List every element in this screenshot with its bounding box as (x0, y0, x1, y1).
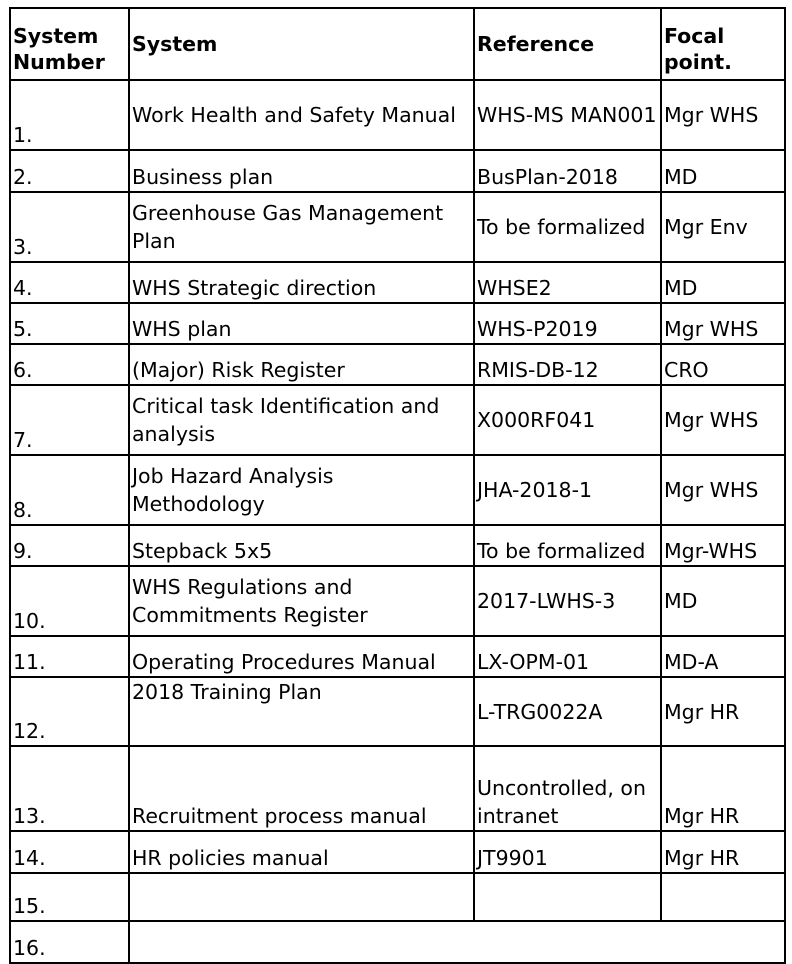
cell-number: 2. (10, 150, 129, 192)
header-reference: Reference (474, 8, 661, 80)
cell-focal: MD (661, 150, 785, 192)
cell-system: Job Hazard Analysis Methodology (129, 455, 474, 525)
cell-reference: WHS-MS MAN001 (474, 80, 661, 150)
cell-number: 13. (10, 746, 129, 831)
table-row (10, 262, 785, 303)
cell-reference: Uncontrolled, on intranet (474, 746, 661, 831)
table-row (10, 566, 785, 636)
cell-focal: Mgr WHS (661, 385, 785, 455)
cell-number: 10. (10, 566, 129, 636)
cell-number: 3. (10, 192, 129, 262)
cell-focal: Mgr HR (661, 831, 785, 873)
cell-focal: Mgr WHS (661, 80, 785, 150)
cell-focal (661, 873, 785, 921)
cell-number: 1. (10, 80, 129, 150)
table-row (10, 636, 785, 677)
cell-system: Business plan (129, 150, 474, 192)
table-row (10, 525, 785, 566)
cell-focal: MD-A (661, 636, 785, 677)
cell-focal: CRO (661, 344, 785, 385)
cell-system: HR policies manual (129, 831, 474, 873)
cell-system: Recruitment process manual (129, 746, 474, 831)
cell-reference: L-TRG0022A (474, 677, 661, 746)
cell-focal: Mgr Env (661, 192, 785, 262)
table-row (10, 303, 785, 344)
cell-number: 7. (10, 385, 129, 455)
cell-reference (474, 873, 661, 921)
cell-system: Critical task Identification and analysis (129, 385, 474, 455)
cell-number: 6. (10, 344, 129, 385)
cell-system: WHS Strategic direction (129, 262, 474, 303)
cell-number: 4. (10, 262, 129, 303)
table-row (10, 455, 785, 525)
cell-system: Stepback 5x5 (129, 525, 474, 566)
cell-focal: MD (661, 566, 785, 636)
cell-number: 14. (10, 831, 129, 873)
header-focal-point: Focal point. (661, 8, 785, 80)
cell-number: 11. (10, 636, 129, 677)
cell-reference: WHSE2 (474, 262, 661, 303)
header-row (10, 8, 785, 80)
cell-reference: LX-OPM-01 (474, 636, 661, 677)
cell-reference: 2017-LWHS-3 (474, 566, 661, 636)
cell-system: WHS Regulations and Commitments Register (129, 566, 474, 636)
cell-system: Work Health and Safety Manual (129, 80, 474, 150)
cell-system: Operating Procedures Manual (129, 636, 474, 677)
cell-reference: JT9901 (474, 831, 661, 873)
cell-focal: Mgr-WHS (661, 525, 785, 566)
table-row (10, 746, 785, 831)
cell-number: 15. (10, 873, 129, 921)
table-row (10, 831, 785, 873)
header-system-number: System Number (10, 8, 129, 80)
table-row (10, 150, 785, 192)
cell-system: 2018 Training Plan (129, 677, 474, 746)
table-row (10, 677, 785, 746)
cell-system: (Major) Risk Register (129, 344, 474, 385)
cell-focal: Mgr WHS (661, 455, 785, 525)
systems-table (9, 7, 786, 964)
table-row (10, 192, 785, 262)
cell-reference: RMIS-DB-12 (474, 344, 661, 385)
table-row (10, 344, 785, 385)
table-row (10, 385, 785, 455)
cell-reference: X000RF041 (474, 385, 661, 455)
cell-number: 12. (10, 677, 129, 746)
cell-merged (129, 921, 785, 963)
cell-number: 9. (10, 525, 129, 566)
cell-reference: JHA-2018-1 (474, 455, 661, 525)
cell-system (129, 873, 474, 921)
cell-focal: Mgr WHS (661, 303, 785, 344)
cell-number: 8. (10, 455, 129, 525)
cell-system: WHS plan (129, 303, 474, 344)
table-row (10, 80, 785, 150)
table-row (10, 921, 785, 963)
cell-focal: MD (661, 262, 785, 303)
table-row (10, 873, 785, 921)
cell-reference: To be formalized (474, 192, 661, 262)
cell-system: Greenhouse Gas Management Plan (129, 192, 474, 262)
header-system: System (129, 8, 474, 80)
cell-focal: Mgr HR (661, 677, 785, 746)
cell-reference: WHS-P2019 (474, 303, 661, 344)
cell-number: 16. (10, 921, 129, 963)
cell-reference: To be formalized (474, 525, 661, 566)
cell-reference: BusPlan-2018 (474, 150, 661, 192)
cell-focal: Mgr HR (661, 746, 785, 831)
cell-number: 5. (10, 303, 129, 344)
